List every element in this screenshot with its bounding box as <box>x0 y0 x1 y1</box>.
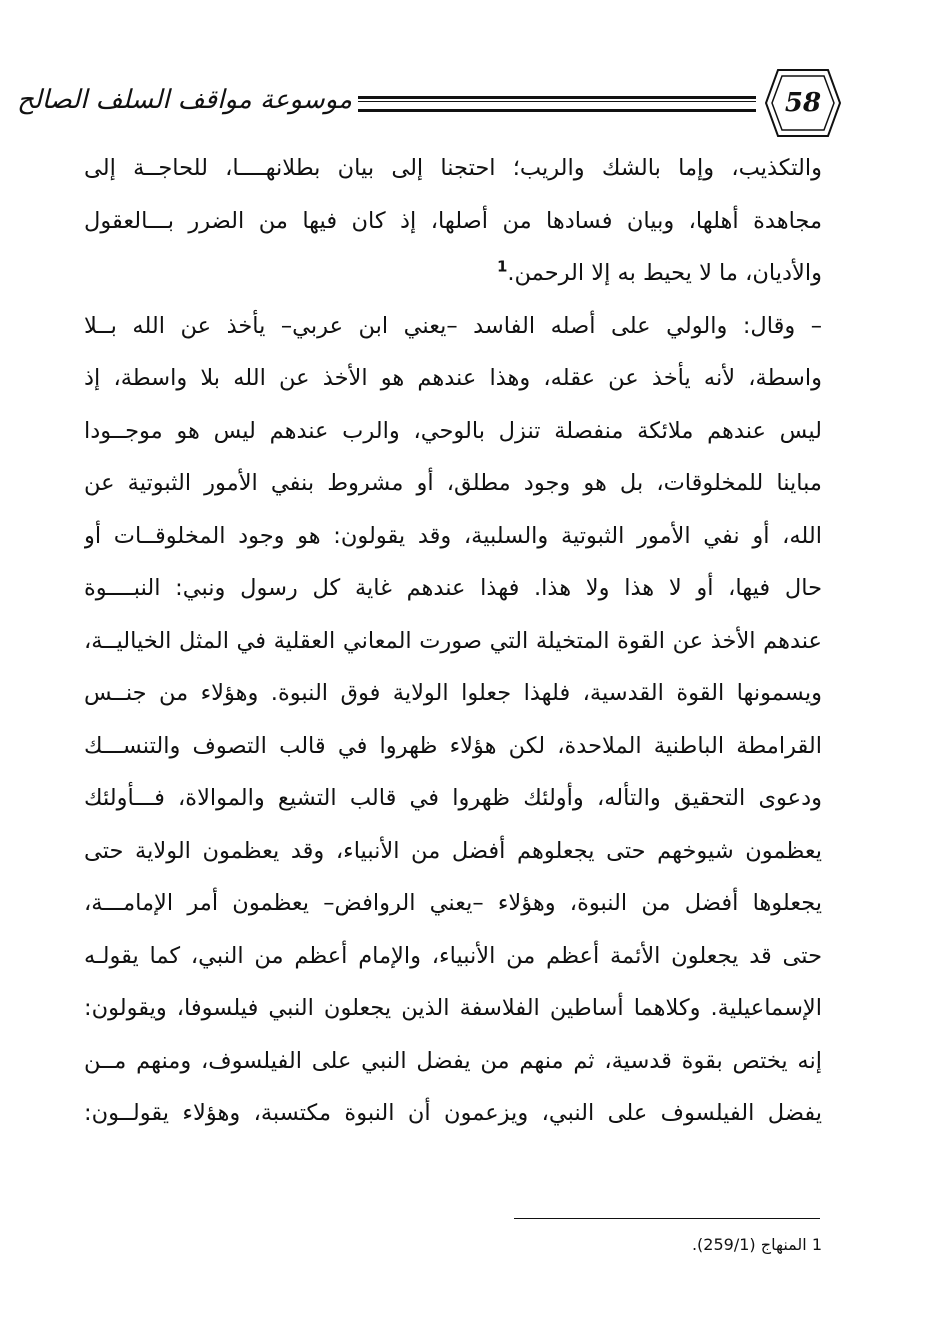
text-line: والأديان، ما لا يحيط به إلا الرحمن. <box>507 260 822 286</box>
text-line: الله، أو نفي الأمور الثبوتية والسلبية، وقد يقولون: هو وجود المخلوقــات أو <box>84 522 822 549</box>
page-number: 58 <box>784 88 822 118</box>
text-line: عندهم الأخذ عن القوة المتخيلة التي صورت المعاني العقلية في المثل الخياليــة، <box>84 627 822 654</box>
text-line: حتى قد يجعلون الأئمة أعظم من الأنبياء، والإمام أعظم من النبي، كما يقولـه <box>84 942 822 969</box>
text-line: ويسمونها القوة القدسية، فلهذا جعلوا الولاية فوق النبوة. وهؤلاء من جنــس <box>84 680 822 706</box>
text-line: إنه يختص بقوة قدسية، ثم منهم من يفضل النبي على الفيلسوف، ومنهم مــن <box>84 1047 822 1074</box>
footnote-text: المنهاج (259/1). <box>691 1235 807 1254</box>
text-line: مجاهدة أهلها، وبيان فسادها من أصلها، إذ كان فيها من الضرر بـــالعقول <box>84 207 822 234</box>
text-line: واسطة، لأنه يأخذ عن عقله، وهذا عندهم هو الأخذ عن الله بلا واسطة، إذ <box>84 365 822 391</box>
page-number-badge <box>764 68 842 138</box>
text-line: مباينا للمخلوقات، بل هو وجود مطلق، أو مشروط بنفي الأمور الثبوتية عن <box>84 470 822 496</box>
text-line-with-footnote <box>84 247 822 300</box>
text-line: ليس عندهم ملائكة منفصلة تنزل بالوحي، والرب عندهم ليس هو موجــودا <box>84 417 822 444</box>
text-line: ودعوى التحقيق والتأله، وأولئك ظهروا في قالب التشيع والموالاة، فـــأولئك <box>84 785 822 811</box>
text-line: – وقال: والولي على أصله الفاسد –يعني ابن عربي– يأخذ عن الله بــلا <box>84 312 822 339</box>
text-line: الإسماعيلية. وكلاهما أساطين الفلاسفة الذين يجعلون النبي فيلسوفا، ويقولون: <box>84 995 822 1021</box>
text-line: والتكذيب، وإما بالشك والريب؛ احتجنا إلى بيان بطلانهــــا، للحاجــة إلى <box>84 155 822 181</box>
main-text <box>84 142 822 1140</box>
text-line: يعظمون شيوخهم حتى يجعلوهم أفضل من الأنبياء، وقد يعظمون الولاية حتى <box>84 837 822 864</box>
text-line: يجعلوها أفضل من النبوة، وهؤلاء –يعني الروافض– يعظمون أمر الإمامـــة، <box>84 890 822 916</box>
text-line: حال فيها، أو لا هذا ولا هذا. فهذا عندهم غاية كل رسول ونبي: النبــــوة <box>84 575 822 601</box>
text-line: يفضل الفيلسوف على النبي، ويزعمون أن النبوة مكتسبة، وهؤلاء يقولــون: <box>84 1100 822 1126</box>
footnote <box>500 1230 822 1260</box>
page-header <box>17 68 842 138</box>
book-title: موسوعة مواقف السلف الصالح <box>17 85 352 115</box>
header-rule <box>358 96 756 112</box>
footnote-marker[interactable]: 1 <box>496 257 508 276</box>
footnote-number: 1 <box>811 1235 822 1254</box>
text-line: القرامطة الباطنية الملاحدة، لكن هؤلاء ظهروا في قالب التصوف والتنســـك <box>84 732 822 759</box>
footnote-separator <box>514 1218 820 1219</box>
